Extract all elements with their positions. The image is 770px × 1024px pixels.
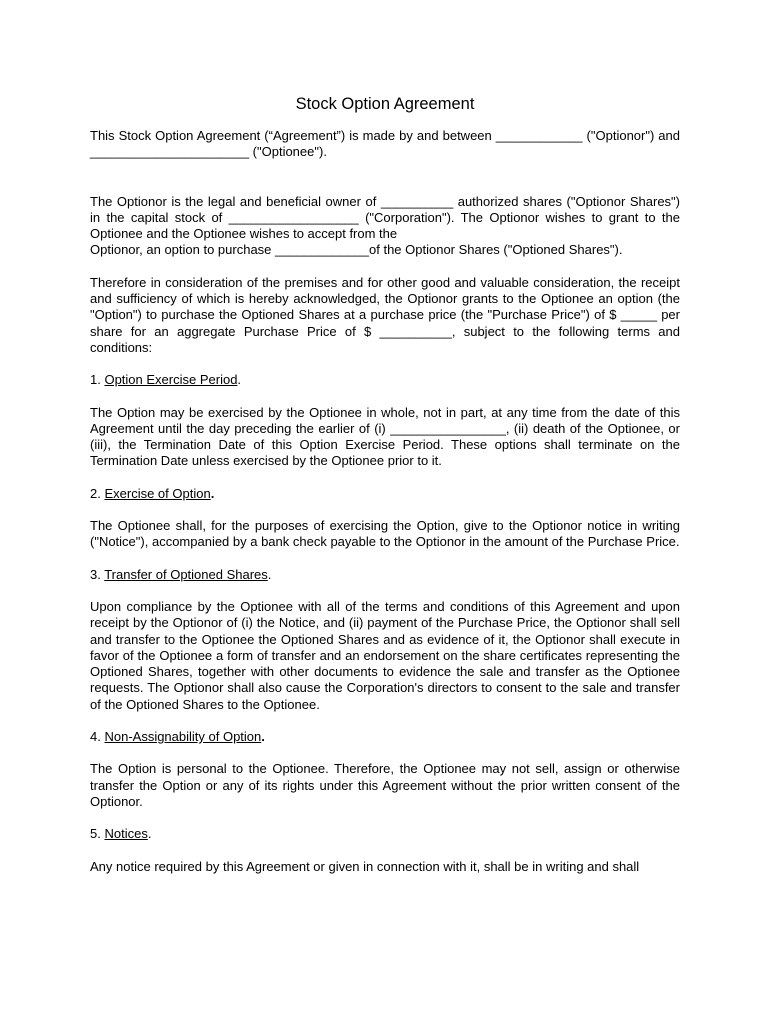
section-4-title: Non-Assignability of Option (104, 729, 262, 745)
section-5-body: Any notice required by this Agreement or given in connection with it, shall be in writing and shall (90, 858, 640, 874)
section-4-suffix: . (261, 729, 265, 745)
owner-paragraph-line2: Optionor, an option to purchase _____________of the Optionor Shares ("Optioned Shares"). (90, 242, 623, 258)
section-4-number: 4. (90, 729, 105, 745)
section-1-suffix: . (237, 372, 242, 388)
document-page (90, 94, 680, 875)
section-2-suffix: . (210, 485, 215, 501)
intro-paragraph: This Stock Option Agreement (“Agreement”) is made by and between ____________ ("Optionor") and ______________________ ("Optionee"). (90, 128, 680, 160)
section-3-heading (90, 567, 680, 583)
section-5-title: Notices (104, 826, 148, 842)
section-2-title: Exercise of Option (104, 485, 211, 501)
section-4-heading (90, 729, 680, 745)
section-4-body: The Option is personal to the Optionee. Therefore, the Optionee may not sell, assign or otherwise transfer the Option or any of its rights under this Agreement without the prior written consent of the Optionor. (90, 761, 680, 809)
section-1-body: The Option may be exercised by the Optionee in whole, not in part, at any time from the date of this Agreement until the day preceding the earlier of (i) ________________, (ii) death of the Optionee, or (iii), the Termination Date of this Option Exercise Period. These options shall terminate on the Termination Date unless exercised by the Optionee prior to it. (90, 404, 680, 469)
section-2-heading (90, 486, 680, 502)
section-3-suffix: . (267, 566, 272, 582)
section-3-body: Upon compliance by the Optionee with all of the terms and conditions of this Agreement and upon receipt by the Optionor of (i) the Notice, and (ii) payment of the Purchase Price, the Optionor shall sell and transfer to the Optionee the Optioned Shares and as evidence of it, the Optionor shall execute in favor of the Optionee a form of transfer and an endorsement on the share certificates representing the Optioned Shares, together with other documents to evidence the sale and transfer as the Optionee requests. The Optionor shall also cause the Corporation's directors to consent to the sale and transfer of the Optioned Shares to the Optionee. (90, 598, 680, 712)
section-3-title: Transfer of Optioned Shares (104, 566, 268, 582)
section-2-number: 2. (90, 485, 105, 501)
section-1-heading (90, 372, 680, 388)
section-5-suffix: . (147, 826, 152, 842)
section-1-number: 1. (90, 372, 105, 388)
section-1-title: Option Exercise Period (104, 372, 238, 388)
therefore-paragraph: Therefore in consideration of the premises and for other good and valuable consideration, the receipt and sufficiency of which is hereby acknowledged, the Optionor grants to the Optionee an option (the "Option") to purchase the Optioned Shares at a purchase price (the "Purchase Price") of $ _____ per share for an aggregate Purchase Price of $ __________, subject to the following terms and conditions: (90, 274, 680, 355)
section-5-heading (90, 826, 680, 842)
section-3-number: 3. (90, 566, 105, 582)
document-title: Stock Option Agreement (295, 95, 475, 113)
section-2-body: The Optionee shall, for the purposes of exercising the Option, give to the Optionor notice in writing ("Notice"), accompanied by a bank check payable to the Optionor in the amount of the Purchase Price. (90, 518, 680, 550)
section-5-number: 5. (90, 826, 105, 842)
owner-paragraph: The Optionor is the legal and beneficial owner of __________ authorized shares ("Optionor Shares") in the capital stock of __________________ ("Corporation"). The Optionor wishes to grant to the Optionee and the Optionee wishes to accept from the (90, 193, 680, 242)
